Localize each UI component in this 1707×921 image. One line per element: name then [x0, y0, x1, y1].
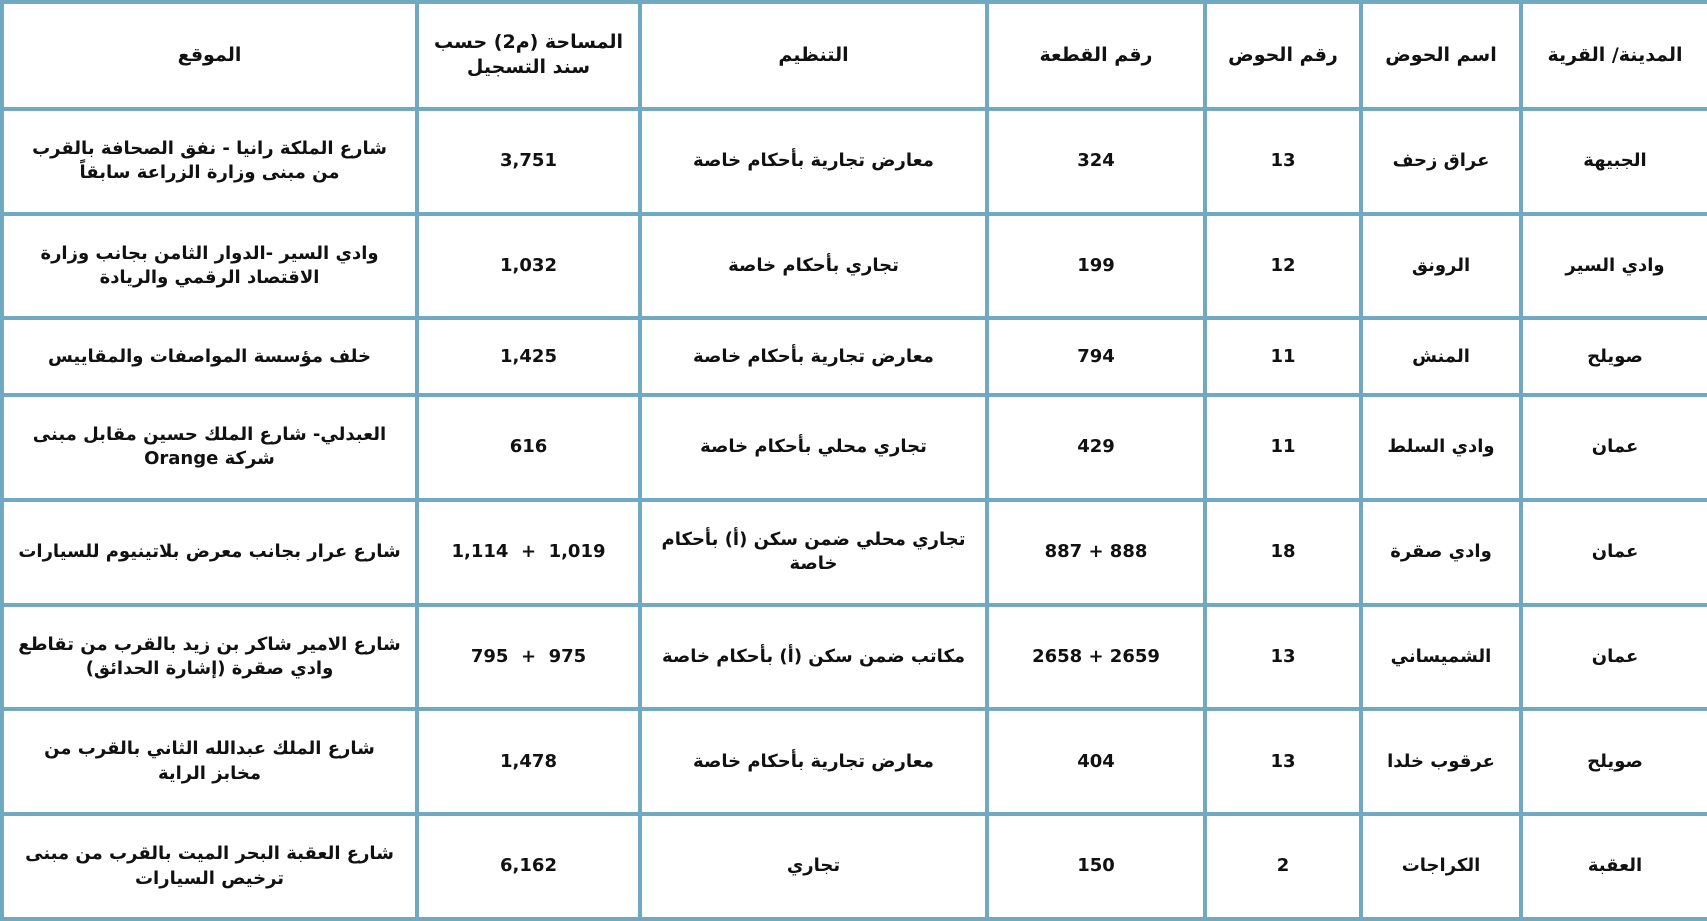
header-city: المدينة/ القرية	[1521, 2, 1707, 109]
cell-zoning: تجاري محلي ضمن سكن (أ) بأحكام خاصة	[640, 500, 987, 605]
cell-basin-number: 11	[1205, 318, 1361, 395]
cell-zoning: تجاري	[640, 814, 987, 919]
cell-area: 1,478	[417, 709, 640, 814]
cell-location: شارع الامير شاكر بن زيد بالقرب من تقاطع وادي صقرة (إشارة الحدائق)	[2, 605, 417, 710]
table-row	[2, 395, 1707, 500]
cell-basin-name: المنش	[1361, 318, 1521, 395]
cell-zoning: تجاري محلي بأحكام خاصة	[640, 395, 987, 500]
cell-city: عمان	[1521, 500, 1707, 605]
header-area: المساحة (م2) حسب سند التسجيل	[417, 2, 640, 109]
cell-basin-name: عرقوب خلدا	[1361, 709, 1521, 814]
cell-parcel-number: 150	[987, 814, 1205, 919]
cell-parcel-number: 887 + 888	[987, 500, 1205, 605]
header-parcel-number: رقم القطعة	[987, 2, 1205, 109]
cell-area: 6,162	[417, 814, 640, 919]
table-row	[2, 709, 1707, 814]
cell-zoning: تجاري بأحكام خاصة	[640, 214, 987, 319]
cell-zoning: معارض تجارية بأحكام خاصة	[640, 709, 987, 814]
cell-basin-name: وادي السلط	[1361, 395, 1521, 500]
cell-location: خلف مؤسسة المواصفات والمقاييس	[2, 318, 417, 395]
cell-area: 616	[417, 395, 640, 500]
cell-parcel-number: 324	[987, 109, 1205, 214]
table-row	[2, 605, 1707, 710]
cell-basin-name: الشميساني	[1361, 605, 1521, 710]
cell-area: 1,114 + 1,019	[417, 500, 640, 605]
cell-city: الجبيهة	[1521, 109, 1707, 214]
cell-city: عمان	[1521, 605, 1707, 710]
cell-basin-name: الكراجات	[1361, 814, 1521, 919]
cell-basin-name: عراق زحف	[1361, 109, 1521, 214]
cell-location: شارع الملكة رانيا - نفق الصحافة بالقرب من مبنى وزارة الزراعة سابقاً	[2, 109, 417, 214]
cell-city: صويلح	[1521, 709, 1707, 814]
cell-zoning: معارض تجارية بأحكام خاصة	[640, 318, 987, 395]
cell-parcel-number: 2658 + 2659	[987, 605, 1205, 710]
table-row	[2, 814, 1707, 919]
table-row	[2, 214, 1707, 319]
cell-area: 795 + 975	[417, 605, 640, 710]
cell-area: 3,751	[417, 109, 640, 214]
cell-city: وادي السير	[1521, 214, 1707, 319]
header-basin-number: رقم الحوض	[1205, 2, 1361, 109]
cell-basin-number: 18	[1205, 500, 1361, 605]
table-row	[2, 109, 1707, 214]
cell-basin-number: 13	[1205, 109, 1361, 214]
cell-basin-number: 13	[1205, 709, 1361, 814]
cell-parcel-number: 429	[987, 395, 1205, 500]
cell-basin-number: 11	[1205, 395, 1361, 500]
header-basin-name: اسم الحوض	[1361, 2, 1521, 109]
cell-basin-number: 13	[1205, 605, 1361, 710]
cell-location: العبدلي- شارع الملك حسين مقابل مبنى شركة Orange	[2, 395, 417, 500]
cell-location: شارع الملك عبدالله الثاني بالقرب من مخابز الراية	[2, 709, 417, 814]
cell-zoning: معارض تجارية بأحكام خاصة	[640, 109, 987, 214]
cell-parcel-number: 404	[987, 709, 1205, 814]
cell-location: شارع العقبة البحر الميت بالقرب من مبنى ترخيص السيارات	[2, 814, 417, 919]
header-zoning: التنظيم	[640, 2, 987, 109]
cell-zoning: مكاتب ضمن سكن (أ) بأحكام خاصة	[640, 605, 987, 710]
cell-basin-name: الرونق	[1361, 214, 1521, 319]
cell-city: صويلح	[1521, 318, 1707, 395]
table-row	[2, 318, 1707, 395]
cell-area: 1,425	[417, 318, 640, 395]
cell-basin-name: وادي صقرة	[1361, 500, 1521, 605]
table-row	[2, 500, 1707, 605]
cell-location: وادي السير -الدوار الثامن بجانب وزارة الاقتصاد الرقمي والريادة	[2, 214, 417, 319]
cell-parcel-number: 794	[987, 318, 1205, 395]
header-row	[2, 2, 1707, 109]
cell-city: العقبة	[1521, 814, 1707, 919]
cell-city: عمان	[1521, 395, 1707, 500]
cell-parcel-number: 199	[987, 214, 1205, 319]
cell-basin-number: 12	[1205, 214, 1361, 319]
header-location: الموقع	[2, 2, 417, 109]
cell-area: 1,032	[417, 214, 640, 319]
cell-basin-number: 2	[1205, 814, 1361, 919]
cell-location: شارع عرار بجانب معرض بلاتينيوم للسيارات	[2, 500, 417, 605]
